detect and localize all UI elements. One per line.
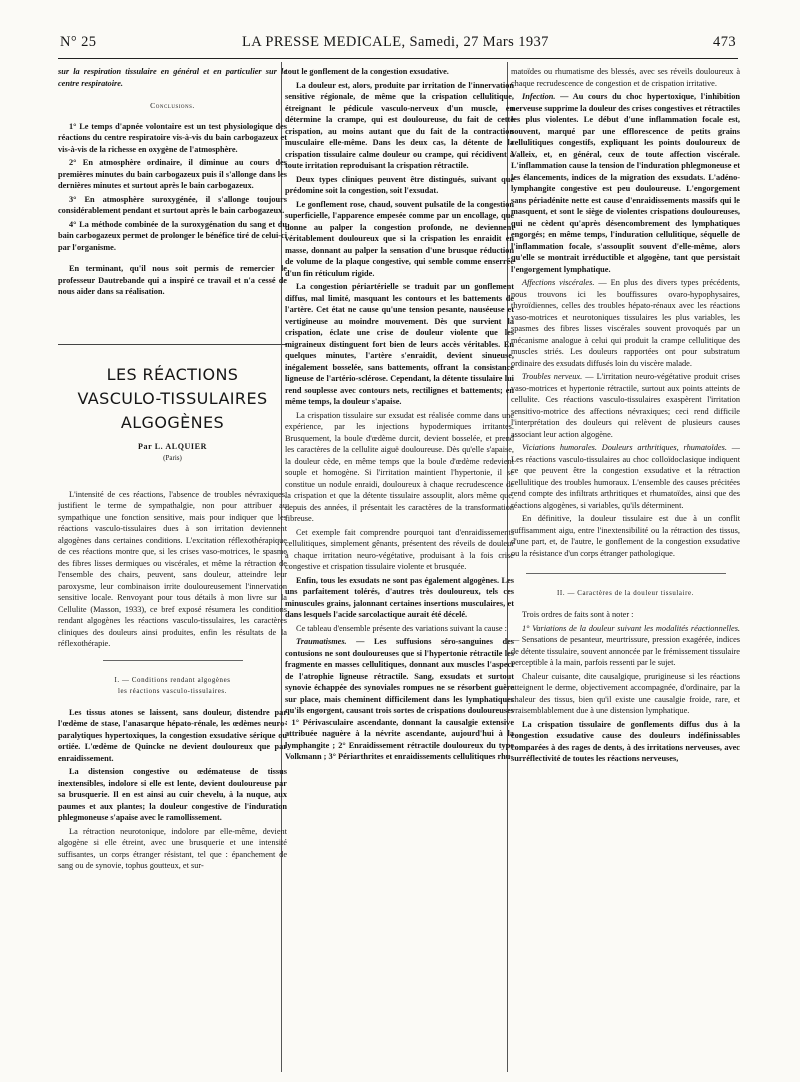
body-paragraph: La distension congestive ou œdémateuse de tissus inextensibles, indolore si elle est lente, devient douloureuse par sa brusquerie. Il en est ainsi au cuir chevelu, à la nuque, aux paumes et aux plantes; la douleur congestive de l'induration phlegmoneuse s'apaise avec le ramollissement.	[58, 767, 287, 822]
issue-number: N° 25	[60, 34, 97, 50]
body-paragraph: Infection. — Au cours du choc hypertoxique, l'inhibition nerveuse supprime la douleur des crises congestives et rétractiles les plus violentes. Le début d'une inflammation focale est, souvent, marqué par une efflorescence de petits grains cellulitiques congestifs, expliquant les points douloureux de Valleix, et, en général, ceux de toute affection viscérale. L'inflammation cause la tension de l'induration phlegmoneuse et les élancements, indices de la migration des exsudats. L'adéno-lymphangite congestive est peu douloureuse. L'engorgement sans périadénite nette est cause d'enraidissements massifs qui le masquent, et sont le siège de violentes crispations douloureuses, qui ne cèdent qu'après désencombrement des lymphatiques engorgés; en même temps, l'induration cellulitique, séquelle de l'inflammation focale, s'assouplit souvent d'elle-même, alors qu'elle se montrait irréductible et algogène, tant que persistait l'engorgement lymphatique.	[511, 92, 740, 274]
body-paragraph: La crispation tissulaire sur exsudat est réalisée comme dans une expérience, par les injections hypodermiques irritantes. Brusquement, la boule d'œdème durcit, devient bosselée, et prend les caractères de la cellulite aiguë douloureuse. Dès qu'elle s'apaise, la douleur cède, en même temps que la boule d'œdème redevient souple et homogène. Si l'irritation maintient l'hypertonie, il se constitue un nodule enraidi, douloureux à chaque recrudescence de la crispation et que la détente tissulaire assouplit, alors même que, depuis des années, il présentait les caractères de la transformation fibreuse.	[285, 410, 514, 523]
body-paragraph: Enfin, tous les exsudats ne sont pas également algogènes. Les uns parfaitement tolérés, d'autres très douloureux, tels ces minuscules grains, jalonnant certaines insertions musculaires, et dans lesquels l'acide sarcolactique aurait été décelé.	[285, 575, 514, 619]
body-paragraph: La congestion périartérielle se traduit par un gonflement diffus, mal limité, masquant les contours et les battements de l'artère. Cet état ne cause qu'une tension pesante, nauséeuse et vertigineuse au moindre mouvement. Dès que survient la crispation, éclate une crise de douleur violente que les migraineux distinguent fort bien de leurs accès véritables. En quelques minutes, l'artère s'enraidit, devient sinueuse, inégalement bosselée, sans battements, offrant la consistance ligneuse de l'artério-sclérose. Cependant, la détente tissulaire lui rend souplesse avec contours nets, rectilignes et battements; en même temps, la douleur s'apaise.	[285, 282, 514, 406]
header-rule	[58, 58, 738, 59]
body-paragraph: 1° Variations de la douleur suivant les modalités réactionnelles. — Sensations de pesanteur, meurtrissure, pression exagérée, indices de détente tissulaire, souvent annoncée par le frémissement tissulaire perceptible à la main, parfois ressenti par le sujet.	[511, 623, 740, 667]
conclusion-item: 2° En atmosphère ordinaire, il diminue au cours des premières minutes du bain carbogazeux puis il s'allonge dans les dernières minutes et surtout après le bain carbogazeux.	[58, 158, 287, 190]
body-paragraph: matoïdes ou rhumatisme des blessés, avec ses réveils douloureux à chaque recrudescence de congestion et de crispation irritative.	[511, 67, 740, 88]
article-title-line: ALGOGÈNES	[120, 412, 225, 432]
body-paragraph: La douleur est, alors, produite par irritation de l'innervation sensitive régionale, de même que la crispation cellulitique, étreignant le pédicule vasculo-nerveux d'un muscle, en détermine la crampe, qui est douloureuse, du fait de cette crispation, au moins autant que du fait de la contraction musculaire elle-même. Dans les deux cas, la détente de la crispation tissulaire calme douleur ou crampe, qui récidivent à toute irritation reproduisant la crispation rétractile.	[285, 80, 514, 170]
body-paragraph: La crispation tissulaire de gonflements diffus dus à la congestion exsudative cause des douleurs indéfinissables comparées à des rages de dents, à des irritations nerveuses, avec surréflectivité de toutes les réactions nerveuses,	[511, 719, 740, 763]
journal-title: LA PRESSE MEDICALE, Samedi, 27 Mars 1937	[242, 34, 549, 50]
article-title-line: LES RÉACTIONS	[106, 364, 239, 384]
body-paragraph: Les tissus atones se laissent, sans douleur, distendre par l'œdème de stase, l'anasarque hépato-rénale, les œdèmes neuro-paralytiques hypertoxiques, la congestion exsudative sérique ou ortiée. L'œdème de Quincke ne devient douloureux que par enraidissement.	[58, 707, 287, 763]
body-paragraph: Ce tableau d'ensemble présente des variations suivant la cause :	[296, 623, 507, 633]
section-rule	[103, 660, 243, 661]
section-2-heading: II. — Caractères de la douleur tissulaire.	[557, 590, 694, 597]
page-header	[60, 34, 736, 58]
conclusion-item: 1° Le temps d'apnée volontaire est un test physiologique des réactions du centre respiratoire vis-à-vis du bain carbogazeux et vis-à-vis de la richesse en oxygène de l'atmosphère.	[58, 121, 287, 154]
conclusions-heading: Conclusions.	[150, 101, 195, 110]
column-1	[58, 66, 287, 1074]
section-rule	[526, 573, 726, 574]
section-1-heading: I. — Conditions rendant algogènes les réactions vasculo-tissulaires.	[114, 676, 231, 695]
column-3	[511, 66, 740, 1074]
body-paragraph: Le gonflement rose, chaud, souvent pulsatile de la congestion superficielle, l'apparence empesée comme par un encollage, que donne au palper la congestion profonde, ne deviennent véritablement douloureux que si la crispation les enraidit en masse, donnant au palper la sensation d'une brusque réduction de volume de la plaque congestive, qui semble comme enserrée d'un fin réticulum rigide.	[285, 199, 514, 278]
body-paragraph: En définitive, la douleur tissulaire est due à un conflit suffisamment aigu, entre l'inextensibilité ou la rétraction des tissus, d'une part, et, de l'autre, le gonflement de la congestion exsudative ou la résistance d'un corps étranger pathologique.	[511, 514, 740, 558]
closing-paragraph: En terminant, qu'il nous soit permis de remercier le professeur Dautrebande qui a inspiré ce travail et n'a cessé de nous aider dans sa réalisation.	[58, 264, 287, 296]
body-paragraph: Traumatismes. — Les suffusions séro-sanguines des contusions ne sont douloureuses que si l'hypertonie rétractile les fragmente en masses cellulitiques, donnant aux muscles l'aspect de l'atrophie ligneuse rétractile. Sang, exsudats et surtout synovie échappée des synoviales rompues ne se résorbent guère sur place, mais cheminent difficilement dans les lymphatiques qu'ils engorgent, causant trois sortes de crispations douloureuses : 1° Périvasculaire ascendante, donnant la causalgie extensive attribuée naguère à la névrite ascendante, aujourd'hui à la lymphangite ; 2° Enraidissement rétractile douloureux du type Volkmann ; 3° Périarthrites et enraidissements cellulitiques rhu-	[285, 637, 514, 761]
article-author: Par L. ALQUIER	[138, 441, 207, 451]
body-paragraph: Cet exemple fait comprendre pourquoi tant d'enraidissements cellulitiques, simplement gênants, présentent des réveils de douleur à chaque irritation neuro-végétative, produisant à la fois crise congestive et crispation tissulaire violente et brusquée.	[285, 527, 514, 571]
body-paragraph: Deux types cliniques peuvent être distingués, suivant que prédomine soit la congestion, soit l'exsudat.	[285, 174, 514, 195]
body-paragraph: Viciations humorales. Douleurs arthritiques, rhumatoïdes. — Les réactions vasculo-tissulaires au choc colloïdoclasique indiquent ce que peuvent être la congestion exsudative et la rétraction cellulitique des troubles humoraux. L'ensemble des causes précitées rend compte des infiltrats arthritiques et rhumatoïdes, ainsi que des réactions algogènes, si variables, qu'ils déterminent.	[511, 443, 740, 510]
conclusion-item: 3° En atmosphère suroxygénée, il s'allonge toujours considérablement pendant et surtout après le bain carbogazeux.	[58, 194, 287, 215]
article-title-block	[58, 328, 287, 465]
body-paragraph: Troubles nerveux. — L'irritation neuro-végétative produit crises vaso-motrices et hypertonie rétractile, surtout aux points atteints de cellulite. Ces réactions vasculo-tissulaires exaspèrent l'irritation sensitivo-motrice des affections névraxiques; ceci rend difficile l'interprétation des douleurs qui relèvent de plusieurs causes associant leur action algogène.	[511, 372, 740, 439]
body-paragraph: Trois ordres de faits sont à noter :	[522, 610, 634, 619]
column-2	[285, 66, 514, 1074]
article-intro: L'intensité de ces réactions, l'absence de troubles névraxiques, justifient le terme de sympathalgie, non pour attribuer au sympathique une fonction sensitive, mais pour indiquer que les réactions vasculo-tissulaires dues à son irritation deviennent algogènes dans certaines conditions. L'excitation réflexothérapique de ces réactions montre que, si les crises vaso-motrices, le spasme des fibres lisses dermiques ou viscérales, et même la rétraction de l'ensemble des chairs, peuvent, sans douleur, atteindre leur paroxysme, leur combinaison irrite douloureusement l'innervation sensitive locale. Renvoyant pour tous détails à mon livre sur la Cellulite (Masson, 1933), ce bref exposé résumera les conditions rendant algogènes les réactions vasculo-tissulaires, les caractères cliniques des douleurs ainsi produites, enfin les résultats de la réflexothérapie.	[58, 489, 287, 648]
page-number: 473	[713, 34, 736, 50]
body-paragraph: tout le gonflement de la congestion exsudative.	[285, 67, 449, 76]
title-rule	[58, 344, 287, 345]
body-paragraph: Chaleur cuisante, dite causalgique, prurigineuse si les réactions atteignent le derme, objectivement accompagnée, d'ordinaire, par la chaleur des tissus, bien qu'il existe une causalgie froide, rare, et vraisemblablement due à une distension lymphatique.	[511, 671, 740, 715]
article-title-line: VASCULO-TISSULAIRES	[77, 388, 268, 408]
body-paragraph: La rétraction neurotonique, indolore par elle-même, devient algogène si elle étreint, avec une brusquerie et une intensité suffisantes, un corps étranger résistant, tel que : épanchement de sang ou de synovie, tophus goutteux, et sur-	[58, 826, 287, 870]
intro-italic: sur la respiration tissulaire en général et en particulier sur le centre respiratoire.	[58, 67, 287, 88]
body-paragraph: Affections viscérales. — En plus des divers types précédents, nous trouvons ici les bouffissures ovaro-hypophysaires, thyroïdiennes, celles des troubles hépato-rénaux avec les réactions vaso-motrices et neurotoniques tissulaires les plus variables, les spasmes des fibres lisses viscérales souvent provoqués par un mécanisme analogue à celui qui produit la crampe cellulitique des muscles striés. Les douleurs rapportées ont pour substratum ordinaire des exsudats diffusés loin du viscère malade.	[511, 278, 740, 368]
conclusion-item: 4° La méthode combinée de la suroxygénation du sang et du bain carbogazeux permet de prolonger le bénéfice tiré de celui-ci par l'organisme.	[58, 219, 287, 252]
author-city: (Paris)	[163, 454, 182, 462]
